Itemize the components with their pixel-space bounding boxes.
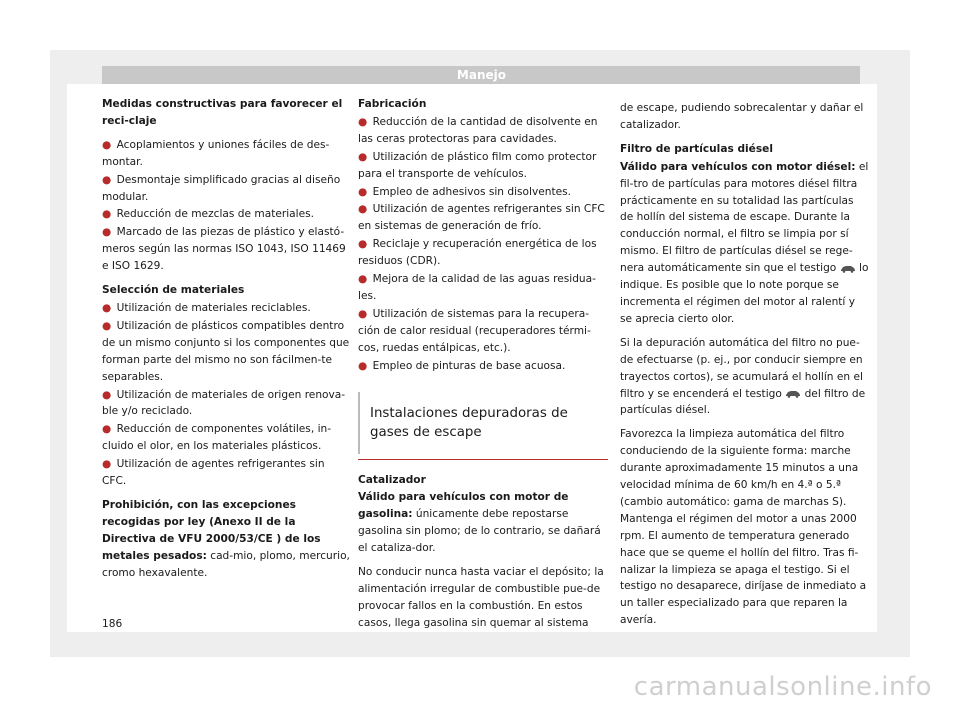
paragraph-diesel (620, 159, 870, 328)
bullet-icon: ● (102, 138, 112, 151)
paragraph-text: Si la depuración automática del filtro no pue-de efectuarse (p. ej., por conducir siempre en trayectos cortos), se acumulará el hollín en el filtro y se encenderá el testigo (620, 336, 863, 400)
column-middle (358, 96, 608, 639)
list-item (358, 358, 608, 375)
paragraph-text: el fil-tro de partículas para motores diésel filtra prácticamente en su totalidad las partículas de hollín del sistema de escape. Durante la conducción normal, el filtro se limpia por sí mismo. El filtro de partículas diésel se rege-nera automáticamente sin que el testigo (620, 160, 869, 275)
column-right (620, 100, 870, 636)
bullet-icon: ● (102, 173, 112, 186)
list-item (358, 149, 608, 183)
list-item-text: Desmontaje simplificado gracias al diseño modular. (102, 173, 341, 203)
bullet-icon: ● (358, 359, 368, 372)
bullet-icon: ● (358, 115, 368, 128)
list-item-text: Reciclaje y recuperación energética de los residuos (CDR). (358, 238, 597, 268)
list-item (102, 224, 352, 275)
paragraph-text: del filtro de partículas diésel. (620, 387, 866, 417)
list-item (358, 184, 608, 201)
bullet-icon: ● (358, 203, 368, 216)
paragraph-text: lo indique. Es posible que lo note porque se incrementa el régimen del motor al ralentí y se aprecia cierto olor. (620, 262, 869, 325)
paragraph-regeneration (620, 335, 870, 420)
bullet-icon: ● (102, 319, 112, 332)
paragraph-lead: Válido para vehículos con motor diésel: (620, 160, 856, 173)
heading-recycling-measures: Medidas constructivas para favorecer el reci-claje (102, 98, 343, 127)
paragraph-continuation: de escape, pudiendo sobrecalentar y dañar el catalizador. (620, 102, 864, 131)
column-left (102, 96, 352, 588)
list-item (102, 172, 352, 206)
section-title: Manejo (456, 68, 506, 82)
list-item-text: Utilización de agentes refrigerantes sin CFC. (102, 458, 325, 488)
paragraph-petrol (358, 489, 608, 557)
list-item-text: Utilización de materiales de origen renova-ble y/o reciclado. (102, 388, 346, 418)
list-item (102, 206, 352, 223)
heading-manufacturing: Fabricación (358, 98, 427, 110)
watermark-link[interactable]: carmanualsonline.info (633, 672, 932, 702)
bullet-icon: ● (358, 150, 368, 163)
list-item-text: Utilización de plástico film como protector para el transporte de vehículos. (358, 150, 597, 180)
list-item-text: Empleo de adhesivos sin disolventes. (372, 185, 572, 198)
section-header-bar (102, 66, 860, 84)
section-heading-exhaust-cleaning: Instalaciones depuradoras de gases de escape (358, 392, 608, 454)
bullet-icon: ● (102, 208, 112, 221)
paragraph-text: únicamente debe repostarse gasolina sin plomo; de lo contrario, se dañará el cataliza-dor. (358, 508, 601, 555)
bullet-icon: ● (358, 273, 368, 286)
bullet-icon: ● (102, 226, 112, 239)
page-number: 186 (102, 618, 123, 630)
bullet-icon: ● (102, 423, 112, 436)
list-item (358, 236, 608, 270)
list-item (358, 114, 608, 148)
list-item (358, 201, 608, 235)
bullet-icon: ● (358, 307, 368, 320)
list-item (102, 456, 352, 490)
paragraph-heavy-metals (102, 497, 352, 582)
list-item (102, 137, 352, 171)
bullet-icon: ● (102, 301, 112, 314)
list-item-text: Reducción de componentes volátiles, in-cluido el olor, en los materiales plásticos. (102, 423, 332, 453)
paragraph-lead: Prohibición, con las excepciones recogidas por ley (Anexo II de la Directiva de VFU 2000/53/CE ) de los metales pesados: (102, 498, 321, 562)
list-item-text: Marcado de las piezas de plástico y elastó-meros según las normas ISO 1043, ISO 11469 e ISO 1629. (102, 226, 346, 273)
list-item (358, 306, 608, 357)
paragraph-text: cad-mio, plomo, mercurio, cromo hexavalente. (102, 549, 350, 579)
list-item-text: Utilización de sistemas para la recupera-ción de calor residual (recuperadores térmi-cos, ruedas entálpicas, etc.). (358, 307, 591, 354)
bullet-icon: ● (358, 185, 368, 198)
list-item-text: Reducción de la cantidad de disolvente en las ceras protectoras para cavidades. (358, 115, 598, 145)
paragraph-lead: Válido para vehículos con motor de gasolina: (358, 491, 569, 521)
list-item-text: Empleo de pinturas de base acuosa. (372, 359, 566, 372)
list-item-text: Acoplamientos y uniones fáciles de des-montar. (102, 138, 330, 168)
dpf-warning-light-icon (785, 389, 801, 398)
list-item-text: Mejora de la calidad de las aguas residua-les. (358, 273, 596, 302)
list-item (102, 300, 352, 317)
bullet-icon: ● (102, 458, 112, 471)
list-item (102, 421, 352, 455)
list-item-text: Reducción de mezclas de materiales. (116, 208, 315, 221)
list-item (102, 387, 352, 421)
bullet-icon: ● (358, 238, 368, 251)
list-item (102, 318, 352, 386)
paragraph-cleaning-advice: Favorezca la limpieza automática del filtro conduciendo de la siguiente forma: marche durante aproximadamente 15 minutos a una velocidad mínima de 60 km/h en 4.ª o 5.ª (cambio automático: gama de marchas S). Mantenga el régimen del motor a unas 2000 rpm. El aumento de temperatura generado hace que se queme el hollín del filtro. Tras fi-nalizar la limpieza se apaga el testigo. Si el testigo no desaparece, diríjase de inmediato a un taller especializado para que reparen la avería. (620, 428, 867, 627)
list-item-text: Utilización de materiales reciclables. (116, 301, 311, 314)
bullet-icon: ● (102, 388, 112, 401)
heading-catalytic-converter: Catalizador (358, 473, 426, 486)
paragraph-fuel-warning: No conducir nunca hasta vaciar el depósito; la alimentación irregular de combustible pue-de provocar fallos en la combustión. En estos casos, llega gasolina sin quemar al sistema (358, 566, 604, 629)
list-item-text: Utilización de plásticos compatibles dentro de un mismo conjunto si los componentes que forman parte del mismo no son fácilmen-te separables. (102, 319, 350, 383)
heading-diesel-particulate-filter: Filtro de partículas diésel (620, 142, 773, 155)
list-item-text: Utilización de agentes refrigerantes sin CFC en sistemas de generación de frío. (358, 203, 605, 233)
list-item (358, 271, 608, 305)
heading-material-selection: Selección de materiales (102, 284, 245, 297)
dpf-warning-light-icon (840, 264, 856, 273)
